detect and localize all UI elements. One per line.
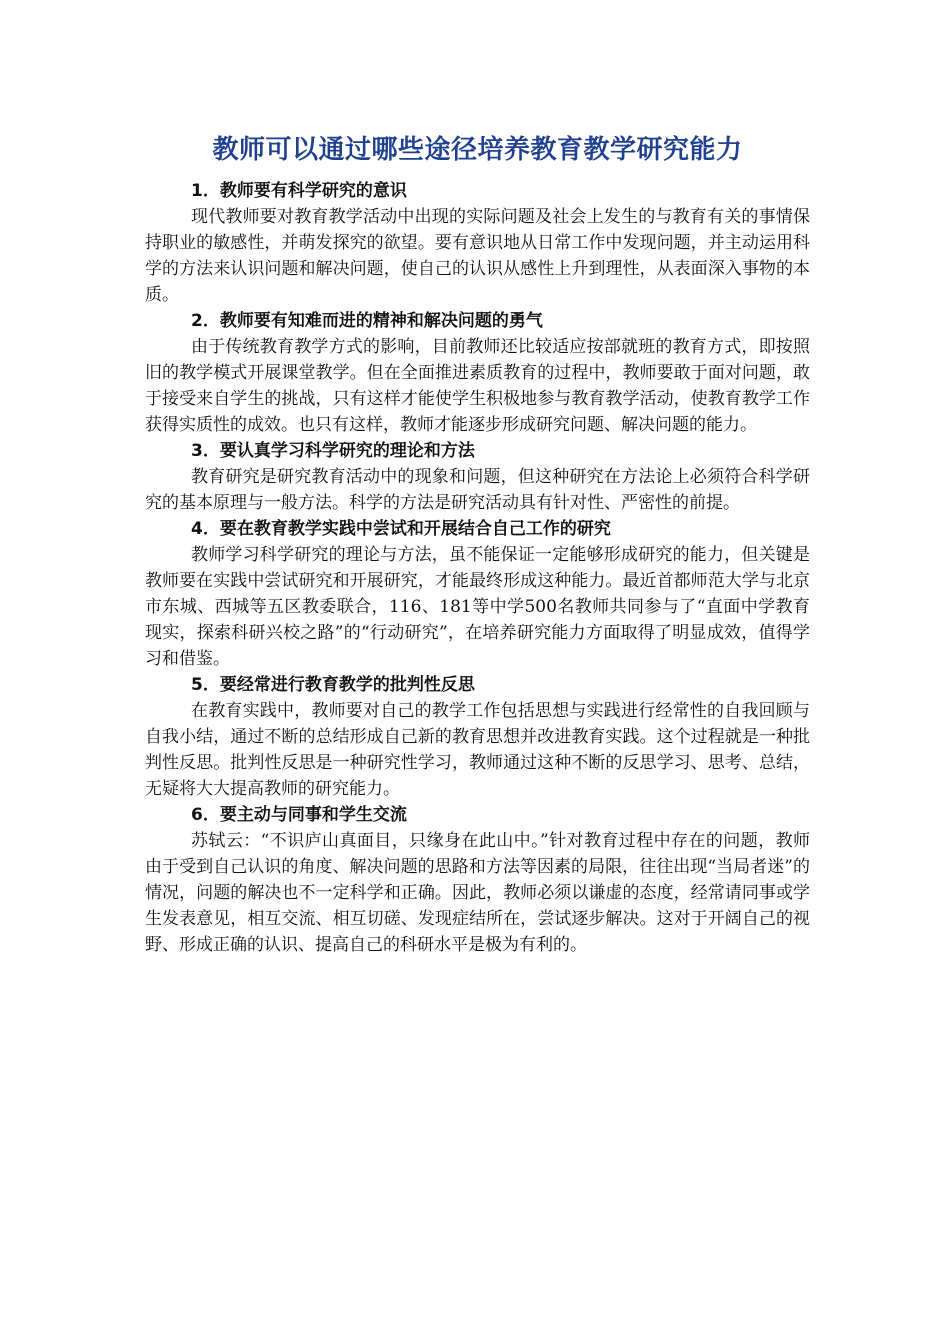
document-title: 教师可以通过哪些途径培养教育教学研究能力 xyxy=(212,135,743,165)
section-6 xyxy=(145,802,810,958)
section-body: 苏轼云：“不识庐山真面目，只缘身在此山中。”针对教育过程中存在的问题，教师由于受到自己认识的角度、解决问题的思路和方法等因素的局限，往往出现“当局者迷”的情况，问题的解决也不一定科学和正确。因此，教师必须以谦虚的态度，经常请同事或学生发表意见，相互交流、相互切磋、发现症结所在，尝试逐步解决。这对于开阔自己的视野、形成正确的认识、提高自己的科研水平是极为有利的。 xyxy=(145,831,810,955)
section-heading: 6．要主动与同事和学生交流 xyxy=(191,805,407,825)
section-1 xyxy=(145,178,810,308)
section-heading: 5．要经常进行教育教学的批判性反思 xyxy=(191,675,475,695)
section-heading: 4．要在教育教学实践中尝试和开展结合自己工作的研究 xyxy=(191,519,611,539)
section-3 xyxy=(145,438,810,516)
section-body: 教育研究是研究教育活动中的现象和问题，但这种研究在方法论上必须符合科学研究的基本原理与一般方法。科学的方法是研究活动具有针对性、严密性的前提。 xyxy=(145,467,810,513)
section-heading: 3．要认真学习科学研究的理论和方法 xyxy=(191,441,475,461)
section-heading: 1．教师要有科学研究的意识 xyxy=(191,181,407,201)
section-2 xyxy=(145,308,810,438)
document-page xyxy=(145,130,810,958)
section-heading: 2．教师要有知难而进的精神和解决问题的勇气 xyxy=(191,311,543,331)
section-body: 教师学习科学研究的理论与方法，虽不能保证一定能够形成研究的能力，但关键是教师要在实践中尝试研究和开展研究，才能最终形成这种能力。最近首都师范大学与北京市东城、西城等五区教委联合，116、181等中学500名教师共同参与了“直面中学教育现实，探索科研兴校之路”的“行动研究”，在培养研究能力方面取得了明显成效，值得学习和借鉴。 xyxy=(145,545,810,669)
section-4 xyxy=(145,516,810,672)
section-body: 现代教师要对教育教学活动中出现的实际问题及社会上发生的与教育有关的事情保持职业的敏感性，并萌发探究的欲望。要有意识地从日常工作中发现问题，并主动运用科学的方法来认识问题和解决问题，使自己的认识从感性上升到理性，从表面深入事物的本质。 xyxy=(145,207,810,305)
section-body: 由于传统教育教学方式的影响，目前教师还比较适应按部就班的教育方式，即按照旧的教学模式开展课堂教学。但在全面推进素质教育的过程中，教师要敢于面对问题，敢于接受来自学生的挑战，只有这样才能使学生积极地参与教育教学活动，使教育教学工作获得实质性的成效。也只有这样，教师才能逐步形成研究问题、解决问题的能力。 xyxy=(145,337,810,435)
section-5 xyxy=(145,672,810,802)
section-body: 在教育实践中，教师要对自己的教学工作包括思想与实践进行经常性的自我回顾与自我小结，通过不断的总结形成自己新的教育思想并改进教育实践。这个过程就是一种批判性反思。批判性反思是一种研究性学习，教师通过这种不断的反思学习、思考、总结，无疑将大大提高教师的研究能力。 xyxy=(145,701,810,799)
